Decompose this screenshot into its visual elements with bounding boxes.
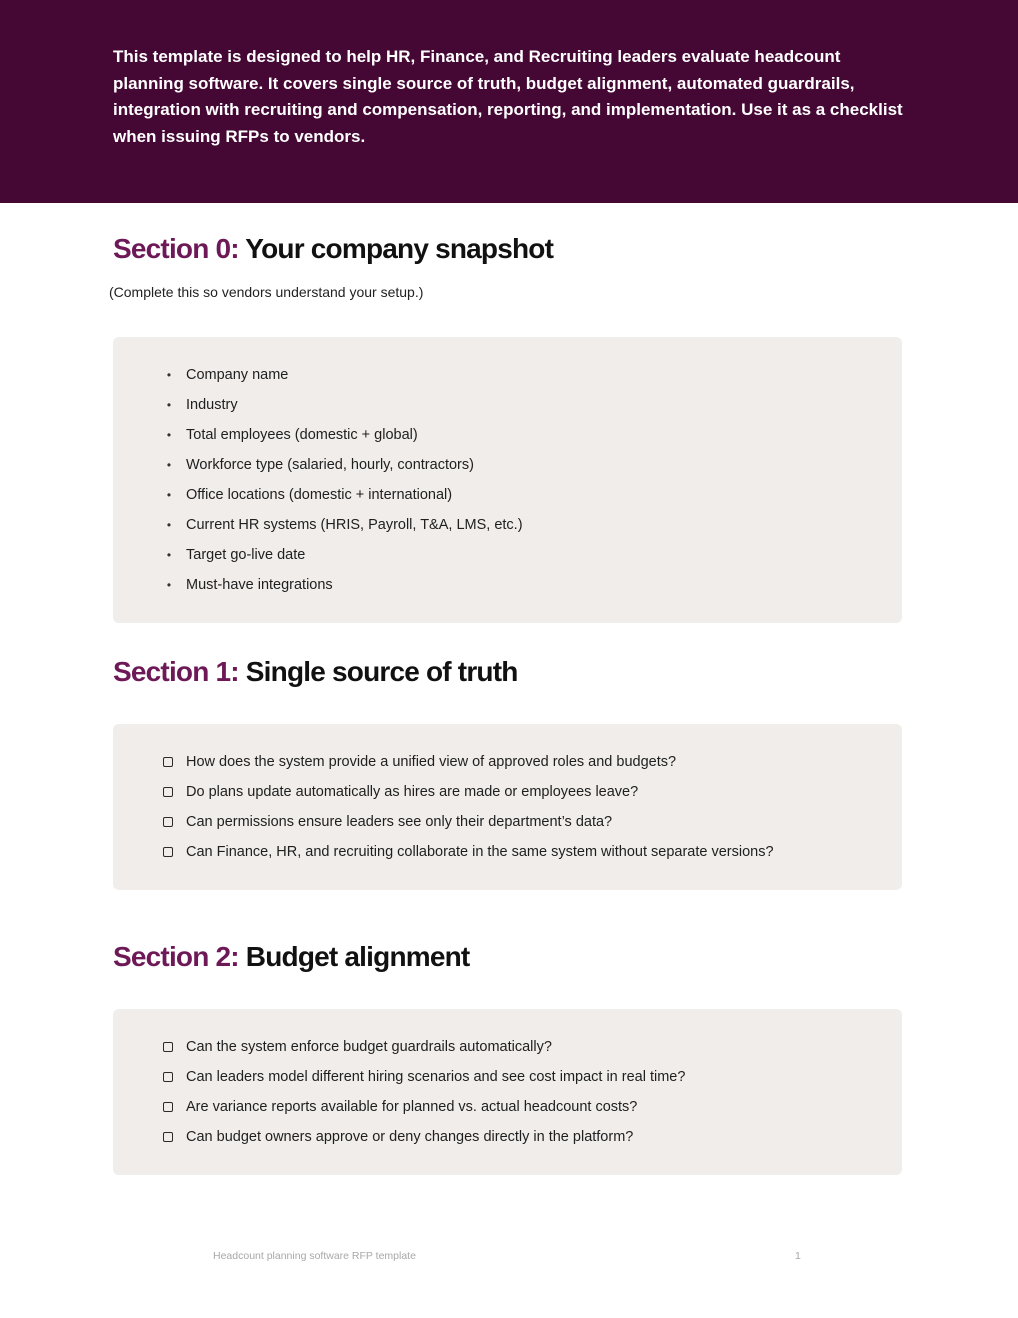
checklist-item-label: How does the system provide a unified view of approved roles and budgets? xyxy=(186,754,677,770)
checkbox[interactable] xyxy=(163,817,173,827)
list-item-label: Current HR systems (HRIS, Payroll, T&A, LMS, etc.) xyxy=(186,517,523,533)
checklist-item-label: Can budget owners approve or deny changes directly in the platform? xyxy=(186,1129,634,1145)
list-item-label: Office locations (domestic + international) xyxy=(186,487,453,503)
list-item xyxy=(113,510,902,540)
list-item-label: Total employees (domestic + global) xyxy=(186,427,418,443)
checklist-item xyxy=(113,1032,902,1062)
section-2-number: Section 2: xyxy=(113,941,239,972)
bullet-icon: • xyxy=(166,368,172,382)
checklist-item-label: Are variance reports available for planned vs. actual headcount costs? xyxy=(186,1099,638,1115)
section-0-number: Section 0: xyxy=(113,233,239,264)
section-2-title: Budget alignment xyxy=(245,941,470,972)
footer-title: Headcount planning software RFP template xyxy=(213,1250,416,1262)
company-snapshot-card xyxy=(113,337,902,623)
list-item xyxy=(113,360,902,390)
checkbox[interactable] xyxy=(163,847,173,857)
checklist-item-label: Can leaders model different hiring scenarios and see cost impact in real time? xyxy=(186,1069,686,1085)
list-item xyxy=(113,480,902,510)
checklist-item xyxy=(113,1092,902,1122)
list-item-label: Industry xyxy=(186,397,238,413)
intro-banner xyxy=(0,0,1018,203)
section-0-title: Your company snapshot xyxy=(245,233,554,264)
list-item-label: Target go-live date xyxy=(186,547,306,563)
checklist-item-label: Do plans update automatically as hires are made or employees leave? xyxy=(186,784,639,800)
list-item xyxy=(113,390,902,420)
bullet-icon: • xyxy=(166,398,172,412)
section-2-heading xyxy=(113,941,469,973)
checkbox[interactable] xyxy=(163,1072,173,1082)
section-1-heading xyxy=(113,656,518,688)
checklist-item xyxy=(113,777,902,807)
bullet-icon: • xyxy=(166,428,172,442)
budget-alignment-card xyxy=(113,1009,902,1175)
checkbox[interactable] xyxy=(163,1042,173,1052)
list-item xyxy=(113,420,902,450)
list-item-label: Workforce type (salaried, hourly, contractors) xyxy=(186,457,474,473)
checklist-item xyxy=(113,837,902,867)
checklist-item xyxy=(113,807,902,837)
intro-text: This template is designed to help HR, Finance, and Recruiting leaders evaluate headcount planning software. It covers single source of truth, budget alignment, automated guardrails, integration with recruiting and compensation, reporting, and implementation. Use it as a checklist when issuing RFPs to vendors. xyxy=(113,47,903,147)
checklist-item xyxy=(113,1122,902,1152)
checklist-item xyxy=(113,1062,902,1092)
bullet-icon: • xyxy=(166,518,172,532)
list-item xyxy=(113,540,902,570)
list-item xyxy=(113,570,902,600)
checkbox[interactable] xyxy=(163,1102,173,1112)
checklist-item xyxy=(113,747,902,777)
checklist-item-label: Can Finance, HR, and recruiting collaborate in the same system without separate versions? xyxy=(186,844,774,860)
section-1-number: Section 1: xyxy=(113,656,239,687)
section-1-title: Single source of truth xyxy=(245,656,518,687)
single-source-checklist xyxy=(113,747,902,867)
section-0-note: (Complete this so vendors understand your setup.) xyxy=(109,284,424,300)
bullet-icon: • xyxy=(166,578,172,592)
list-item xyxy=(113,450,902,480)
checklist-item-label: Can permissions ensure leaders see only their department’s data? xyxy=(186,814,613,830)
single-source-card xyxy=(113,724,902,890)
bullet-icon: • xyxy=(166,548,172,562)
checkbox[interactable] xyxy=(163,757,173,767)
page-number: 1 xyxy=(795,1250,801,1262)
company-snapshot-list xyxy=(113,360,902,600)
bullet-icon: • xyxy=(166,458,172,472)
list-item-label: Company name xyxy=(186,367,289,383)
budget-alignment-checklist xyxy=(113,1032,902,1152)
list-item-label: Must-have integrations xyxy=(186,577,333,593)
section-0-heading xyxy=(113,233,553,265)
bullet-icon: • xyxy=(166,488,172,502)
checkbox[interactable] xyxy=(163,1132,173,1142)
checkbox[interactable] xyxy=(163,787,173,797)
checklist-item-label: Can the system enforce budget guardrails automatically? xyxy=(186,1039,552,1055)
